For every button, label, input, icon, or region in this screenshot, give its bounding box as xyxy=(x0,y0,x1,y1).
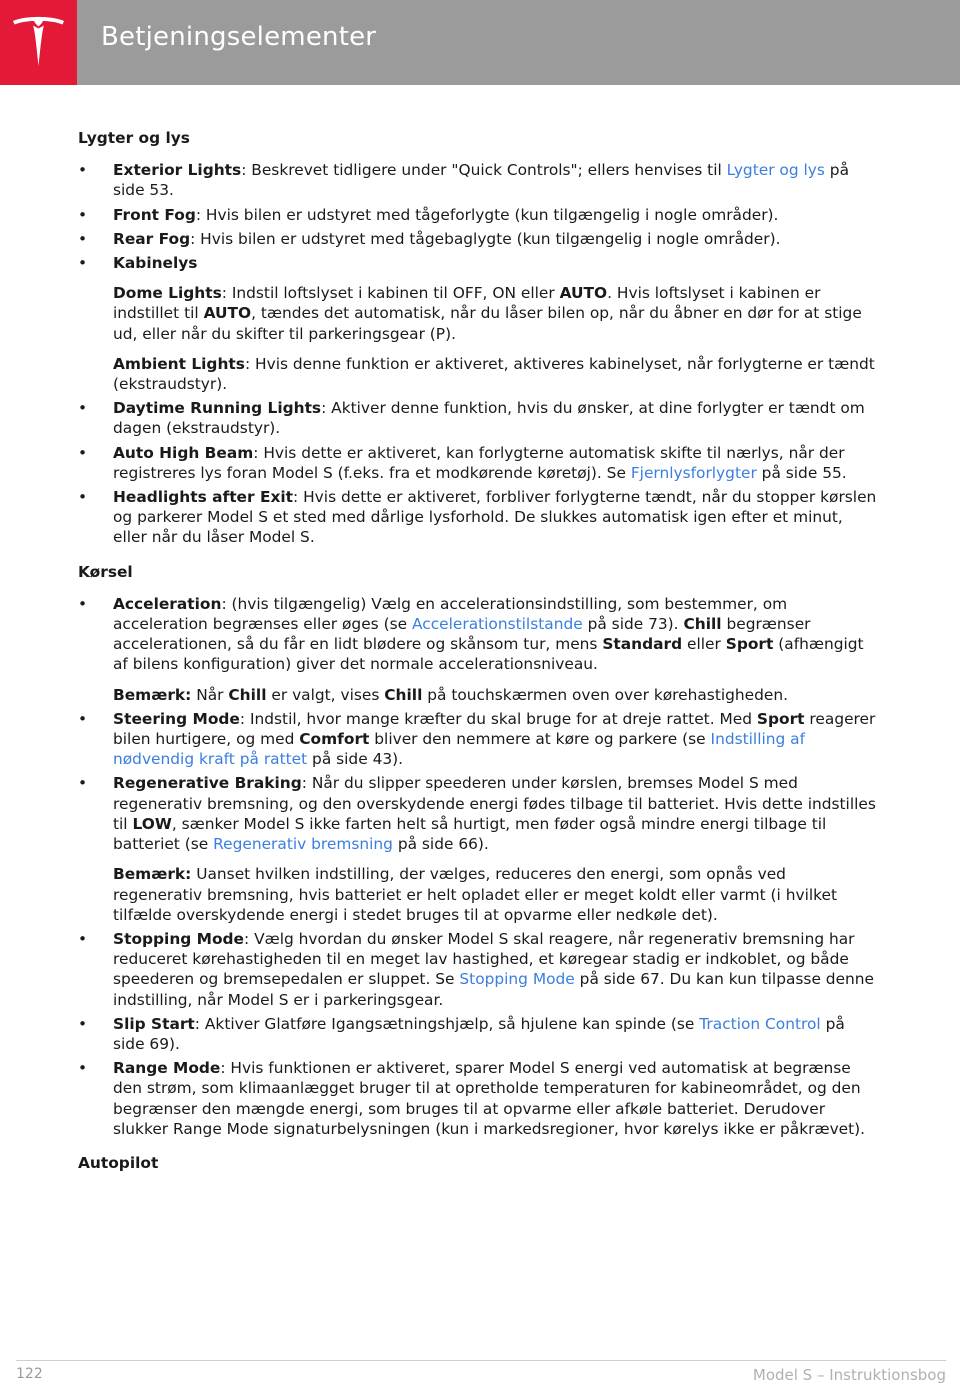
bullet-icon: • xyxy=(78,205,88,224)
paragraph xyxy=(113,929,878,1010)
text-run: . Hvis loftslyset i kabinen er indstillet til xyxy=(113,284,821,323)
bold-term: Headlights after Exit xyxy=(113,488,294,507)
page-header xyxy=(0,0,960,85)
text-run: : (hvis tilgængelig) Vælg en accelerationsindstilling, som bestemmer, om acceleration begrænses eller øges (se xyxy=(113,594,788,634)
bold-term: LOW xyxy=(132,814,172,833)
paragraph xyxy=(113,205,878,225)
bold-term: AUTO xyxy=(559,284,608,303)
bold-term: Kabinelys xyxy=(113,254,198,273)
list-item xyxy=(78,398,878,438)
section-heading: Autopilot xyxy=(78,1153,159,1172)
cross-reference-link[interactable]: Traction Control xyxy=(699,1014,821,1033)
bold-term: Front Fog xyxy=(113,205,196,224)
bullet-icon: • xyxy=(78,254,88,273)
text-run: bliver den nemmere at køre og parkere (se xyxy=(369,730,711,749)
text-run: Når xyxy=(191,685,229,704)
bold-term: Bemærk: xyxy=(113,865,192,884)
bullet-icon: • xyxy=(78,1059,88,1078)
paragraph xyxy=(113,1014,878,1054)
paragraph xyxy=(113,594,878,675)
bullet-icon: • xyxy=(78,488,88,507)
bullet-list xyxy=(78,160,878,547)
cross-reference-link[interactable]: Accelerationstilstande xyxy=(411,615,583,634)
text-run: : Hvis dette er aktiveret, forbliver forlygterne tændt, når du stopper kørslen og parkerer Model S et sted med dårlige lysforhold. De slukkes automatisk igen efter et minut, eller når du låser Model S. xyxy=(113,488,877,547)
bold-term: Acceleration xyxy=(113,594,222,613)
cross-reference-link[interactable]: Regenerativ bremsning xyxy=(213,835,393,854)
text-run: : Indstil, hvor mange kræfter du skal bruge for at dreje rattet. Med xyxy=(239,709,757,728)
bullet-list xyxy=(78,594,878,1139)
text-run: : Indstil loftslyset i kabinen til OFF, ON eller xyxy=(221,284,560,303)
paragraph xyxy=(113,229,878,249)
bold-term: Range Mode xyxy=(113,1059,221,1078)
section-heading: Kørsel xyxy=(78,562,133,581)
text-run: Uanset hvilken indstilling, der vælges, reduceres den energi, som opnås ved regenerativ bremsning, hvis batteriet er helt opladet eller er meget koldt eller varmt (i hvilket tilfælde overskydende energi i stedet bruges til at opvarme eller nedkøle det). xyxy=(113,865,837,924)
text-run: reagerer bilen hurtigere, og med xyxy=(113,709,876,749)
list-item xyxy=(78,773,878,924)
bold-term: Sport xyxy=(756,709,805,728)
brand-logo xyxy=(0,0,77,85)
cross-reference-link[interactable]: Stopping Mode xyxy=(459,970,575,989)
bold-term: Stopping Mode xyxy=(113,929,245,948)
bullet-icon: • xyxy=(78,774,88,793)
paragraph xyxy=(113,283,878,344)
section-heading: Lygter og lys xyxy=(78,129,190,147)
bold-term: Comfort xyxy=(299,730,370,749)
bold-term: Auto High Beam xyxy=(113,443,254,462)
text-run: på side 43). xyxy=(307,750,404,769)
text-run: på side 69). xyxy=(113,1014,845,1053)
text-run: , sænker Model S ikke farten helt så hurtigt, men føder også mindre energi tilbage til batteriet (se xyxy=(113,814,827,854)
paragraph xyxy=(113,253,878,273)
bold-term: Dome Lights xyxy=(113,284,222,303)
text-run: begrænser accelerationen, så du får en lidt blødere og skånsom tur, mens xyxy=(113,615,811,654)
list-item xyxy=(78,594,878,705)
page-number: 122 xyxy=(16,1366,43,1382)
bold-term: Bemærk: xyxy=(113,685,192,704)
footer-divider xyxy=(16,1360,946,1361)
paragraph xyxy=(113,685,878,705)
text-run: på side 53. xyxy=(113,161,849,200)
paragraph xyxy=(113,864,878,925)
bold-term: Sport xyxy=(725,635,774,654)
bold-term: Slip Start xyxy=(113,1014,195,1033)
text-run: på side 73). xyxy=(582,615,684,634)
bullet-icon: • xyxy=(78,443,88,462)
list-item xyxy=(78,929,878,1010)
bullet-icon: • xyxy=(78,399,88,418)
paragraph xyxy=(113,709,878,770)
list-item xyxy=(78,160,878,200)
text-run: : Hvis denne funktion er aktiveret, aktiveres kabinelyset, når forlygterne er tændt (ekstraudstyr). xyxy=(113,354,875,394)
list-item xyxy=(78,443,878,483)
bold-term: Chill xyxy=(384,685,423,704)
list-item xyxy=(78,1014,878,1054)
page-title: Betjeningselementer xyxy=(101,22,377,52)
list-item xyxy=(78,709,878,770)
text-run: på side 67. Du kan kun tilpasse denne indstilling, når Model S er i parkeringsgear. xyxy=(113,970,875,1009)
text-run: : Beskrevet tidligere under "Quick Controls"; ellers henvises til xyxy=(241,161,727,180)
bold-term: AUTO xyxy=(203,304,252,323)
text-run: på side 66). xyxy=(392,835,489,854)
bullet-icon: • xyxy=(78,709,88,728)
footer-doc-title: Model S – Instruktionsbog xyxy=(752,1366,946,1384)
bullet-icon: • xyxy=(78,161,88,180)
text-run: : Vælg hvordan du ønsker Model S skal reagere, når regenerativ bremsning har reduceret kørehastigheden til en meget lav hastighed, et køregear stadig er indkoblet, og både speederen og bremsepedalen er sluppet. Se xyxy=(113,929,855,989)
bold-term: Rear Fog xyxy=(113,229,191,248)
paragraph xyxy=(113,773,878,854)
text-run: : Aktiver denne funktion, hvis du ønsker, at dine forlygter er tændt om dagen (ekstraudstyr). xyxy=(113,399,865,438)
bullet-icon: • xyxy=(78,1014,88,1033)
bullet-icon: • xyxy=(78,229,88,248)
bold-term: Ambient Lights xyxy=(113,354,245,373)
bold-term: Chill xyxy=(683,615,722,634)
list-item xyxy=(78,1058,878,1139)
cross-reference-link[interactable]: Indstilling af nødvendig kraft på rattet xyxy=(113,730,806,769)
text-run: er valgt, vises xyxy=(266,685,385,704)
bold-term: Steering Mode xyxy=(113,709,240,728)
text-run: på touchskærmen oven over kørehastigheden. xyxy=(422,685,789,704)
paragraph xyxy=(113,398,878,438)
text-run: : Hvis dette er aktiveret, kan forlygterne automatisk skifte til nærlys, når der registreres lys foran Model S (f.eks. fra et modkørende køretøj). Se xyxy=(113,443,845,482)
text-run: : Aktiver Glatføre Igangsætningshjælp, så hjulene kan spinde (se xyxy=(194,1014,700,1033)
paragraph xyxy=(113,354,878,394)
bold-term: Chill xyxy=(228,685,267,704)
cross-reference-link[interactable]: Fjernlysforlygter xyxy=(630,463,757,482)
list-item xyxy=(78,229,878,249)
list-item xyxy=(78,205,878,225)
tesla-t-icon xyxy=(11,14,66,72)
text-run: : Hvis bilen er udstyret med tågeforlygte (kun tilgængelig i nogle områder). xyxy=(195,205,779,224)
list-item xyxy=(78,487,878,548)
text-run: på side 55. xyxy=(756,463,847,482)
bullet-icon: • xyxy=(78,929,88,948)
bold-term: Daytime Running Lights xyxy=(113,399,322,418)
list-item xyxy=(78,253,878,394)
text-run: : Når du slipper speederen under kørslen, bremses Model S med regenerativ bremsning, og den overskydende energi fødes tilbage til batteriet. Hvis dette indstilles til xyxy=(113,774,876,833)
paragraph xyxy=(113,1058,878,1139)
text-run: : Hvis bilen er udstyret med tågebaglygte (kun tilgængelig i nogle områder). xyxy=(190,229,781,248)
text-run: , tændes det automatisk, når du låser bilen op, når du åbner en dør for at stige ud, eller når du skifter til parkeringsgear (P). xyxy=(113,304,862,343)
bold-term: Standard xyxy=(602,635,683,654)
text-run: (afhængigt af bilens konfiguration) giver det normale accelerationsniveau. xyxy=(113,635,864,674)
text-run: : Hvis funktionen er aktiveret, sparer Model S energi ved automatisk at begrænse den strøm, som klimaanlægget bruger til at opretholde temperaturen for kabineområdet, og den begrænser den mængde energi, som bruges til at opvarme eller afkøle batteriet. Derudover slukker Range Mode signaturbelysningen (kun i markedsregioner, hvor kørelys ikke er påkrævet). xyxy=(113,1059,866,1138)
bold-term: Regenerative Braking xyxy=(113,774,302,793)
document-body xyxy=(78,128,878,1185)
text-run: eller xyxy=(682,635,726,654)
bold-term: Exterior Lights xyxy=(113,161,242,180)
cross-reference-link[interactable]: Lygter og lys xyxy=(726,161,825,180)
bullet-icon: • xyxy=(78,594,88,613)
paragraph xyxy=(113,487,878,548)
paragraph xyxy=(113,443,878,483)
paragraph xyxy=(113,160,878,200)
